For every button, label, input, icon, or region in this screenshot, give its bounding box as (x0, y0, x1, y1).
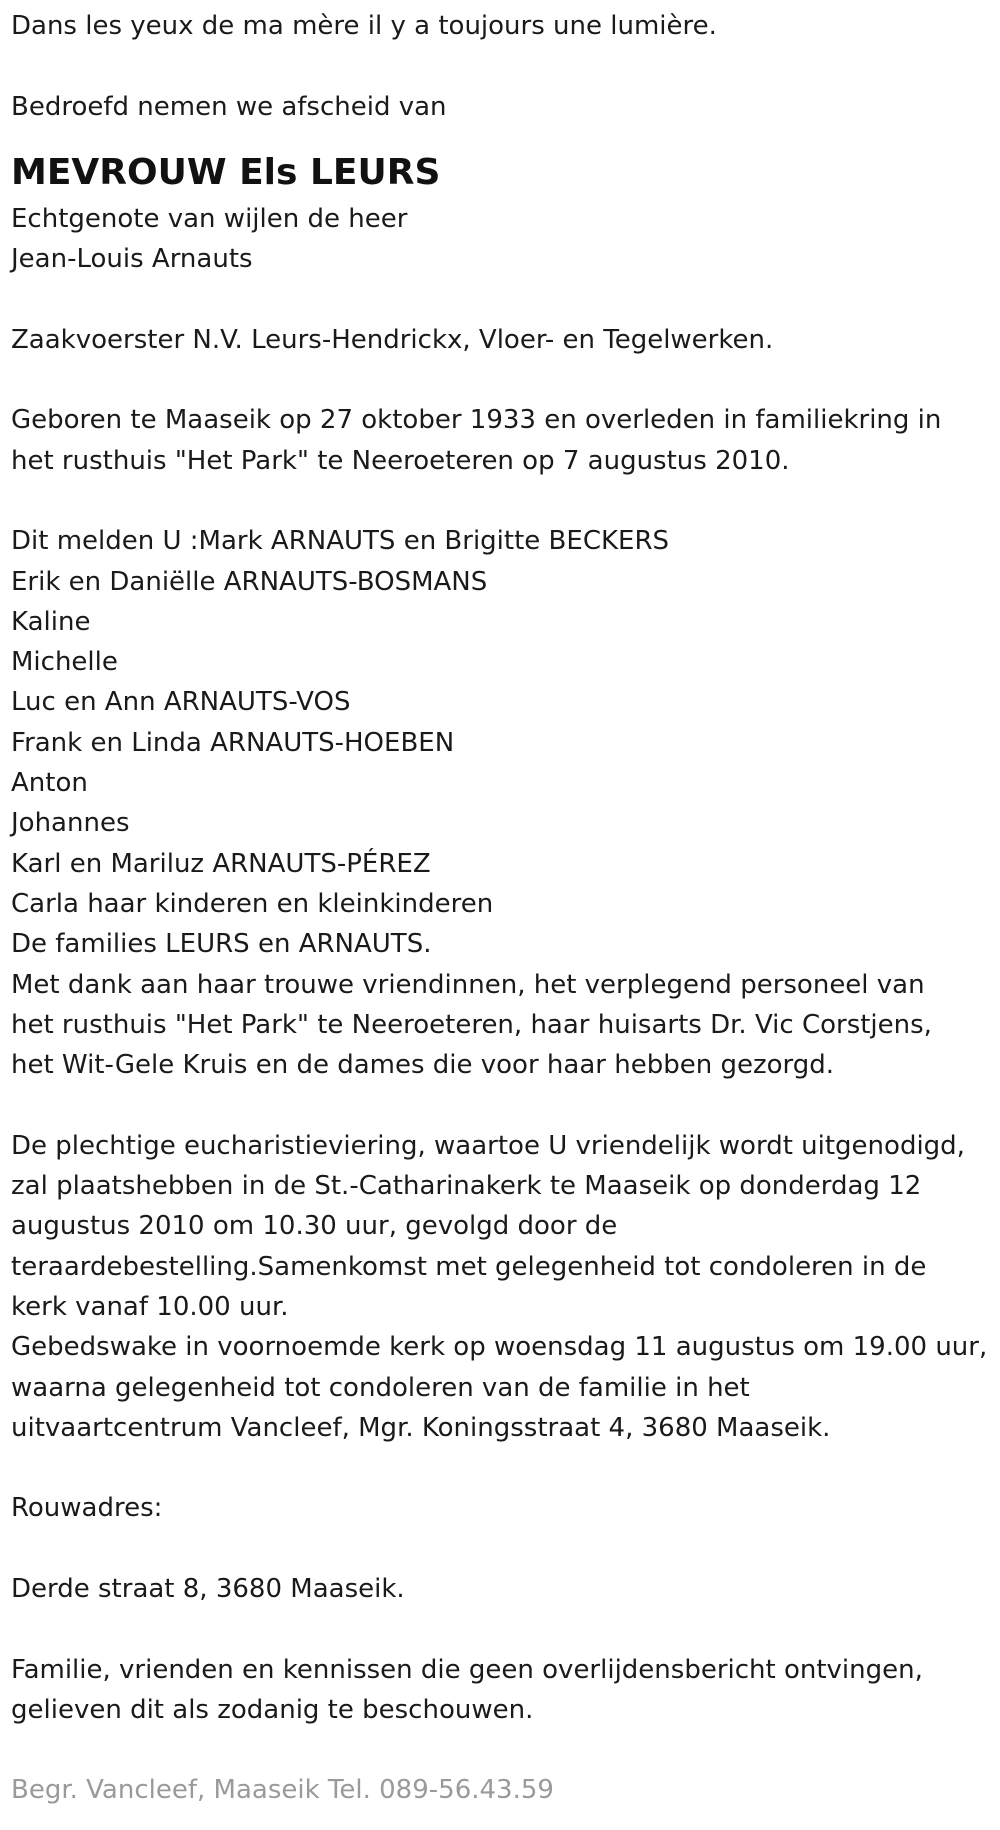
deceased-name: MEVROUW Els LEURS (11, 151, 441, 193)
notice-line: gelieven dit als zodanig te beschouwen. (11, 1694, 534, 1725)
wake-line: uitvaartcentrum Vancleef, Mgr. Koningsstraat 4, 3680 Maaseik. (11, 1412, 831, 1443)
ceremony-line: teraardebestelling.Samenkomst met gelegenheid tot condoleren in de (11, 1251, 927, 1282)
family-line: De families LEURS en ARNAUTS. (11, 929, 432, 960)
spouse-line: Echtgenote van wijlen de heer (11, 203, 408, 234)
ceremony-line: kerk vanaf 10.00 uur. (11, 1291, 289, 1322)
family-line: Michelle (11, 647, 118, 678)
intro-text: Bedroefd nemen we afscheid van (11, 91, 447, 122)
mourning-address: Derde straat 8, 3680 Maaseik. (11, 1573, 405, 1604)
motto: Dans les yeux de ma mère il y a toujours une lumière. (11, 11, 717, 41)
family-line: Erik en Daniëlle ARNAUTS-BOSMANS (11, 566, 488, 597)
family-line: Johannes (11, 808, 130, 839)
address-label: Rouwadres: (11, 1493, 163, 1524)
spouse-line: Jean-Louis Arnauts (11, 244, 253, 275)
family-line: Karl en Mariluz ARNAUTS-PÉREZ (11, 848, 431, 879)
ceremony-line: augustus 2010 om 10.30 uur, gevolgd door de (11, 1211, 618, 1242)
family-line: Frank en Linda ARNAUTS-HOEBEN (11, 727, 455, 758)
funeral-director-footer: Begr. Vancleef, Maaseik Tel. 089-56.43.59 (11, 1775, 554, 1806)
birth-death-line: het rusthuis "Het Park" te Neeroeteren op 7 augustus 2010. (11, 445, 790, 476)
notice-line: Familie, vrienden en kennissen die geen overlijdensbericht ontvingen, (11, 1654, 923, 1685)
family-line: Luc en Ann ARNAUTS-VOS (11, 687, 351, 718)
birth-death-line: Geboren te Maaseik op 27 oktober 1933 en overleden in familiekring in (11, 405, 942, 436)
family-line: Kaline (11, 606, 91, 637)
thanks-line: het Wit-Gele Kruis en de dames die voor haar hebben gezorgd. (11, 1050, 834, 1081)
occupation: Zaakvoerster N.V. Leurs-Hendrickx, Vloer- en Tegelwerken. (11, 324, 774, 355)
family-line: Dit melden U :Mark ARNAUTS en Brigitte BECKERS (11, 526, 670, 557)
wake-line: waarna gelegenheid tot condoleren van de familie in het (11, 1372, 750, 1403)
family-line: Anton (11, 768, 88, 799)
wake-line: Gebedswake in voornoemde kerk op woensdag 11 augustus om 19.00 uur, (11, 1332, 988, 1363)
thanks-line: het rusthuis "Het Park" te Neeroeteren, haar huisarts Dr. Vic Corstjens, (11, 1009, 932, 1040)
ceremony-line: De plechtige eucharistieviering, waartoe U vriendelijk wordt uitgenodigd, (11, 1130, 965, 1161)
thanks-line: Met dank aan haar trouwe vriendinnen, het verplegend personeel van (11, 969, 925, 1000)
ceremony-line: zal plaatshebben in de St.-Catharinakerk te Maaseik op donderdag 12 (11, 1171, 922, 1202)
family-line: Carla haar kinderen en kleinkinderen (11, 888, 494, 919)
